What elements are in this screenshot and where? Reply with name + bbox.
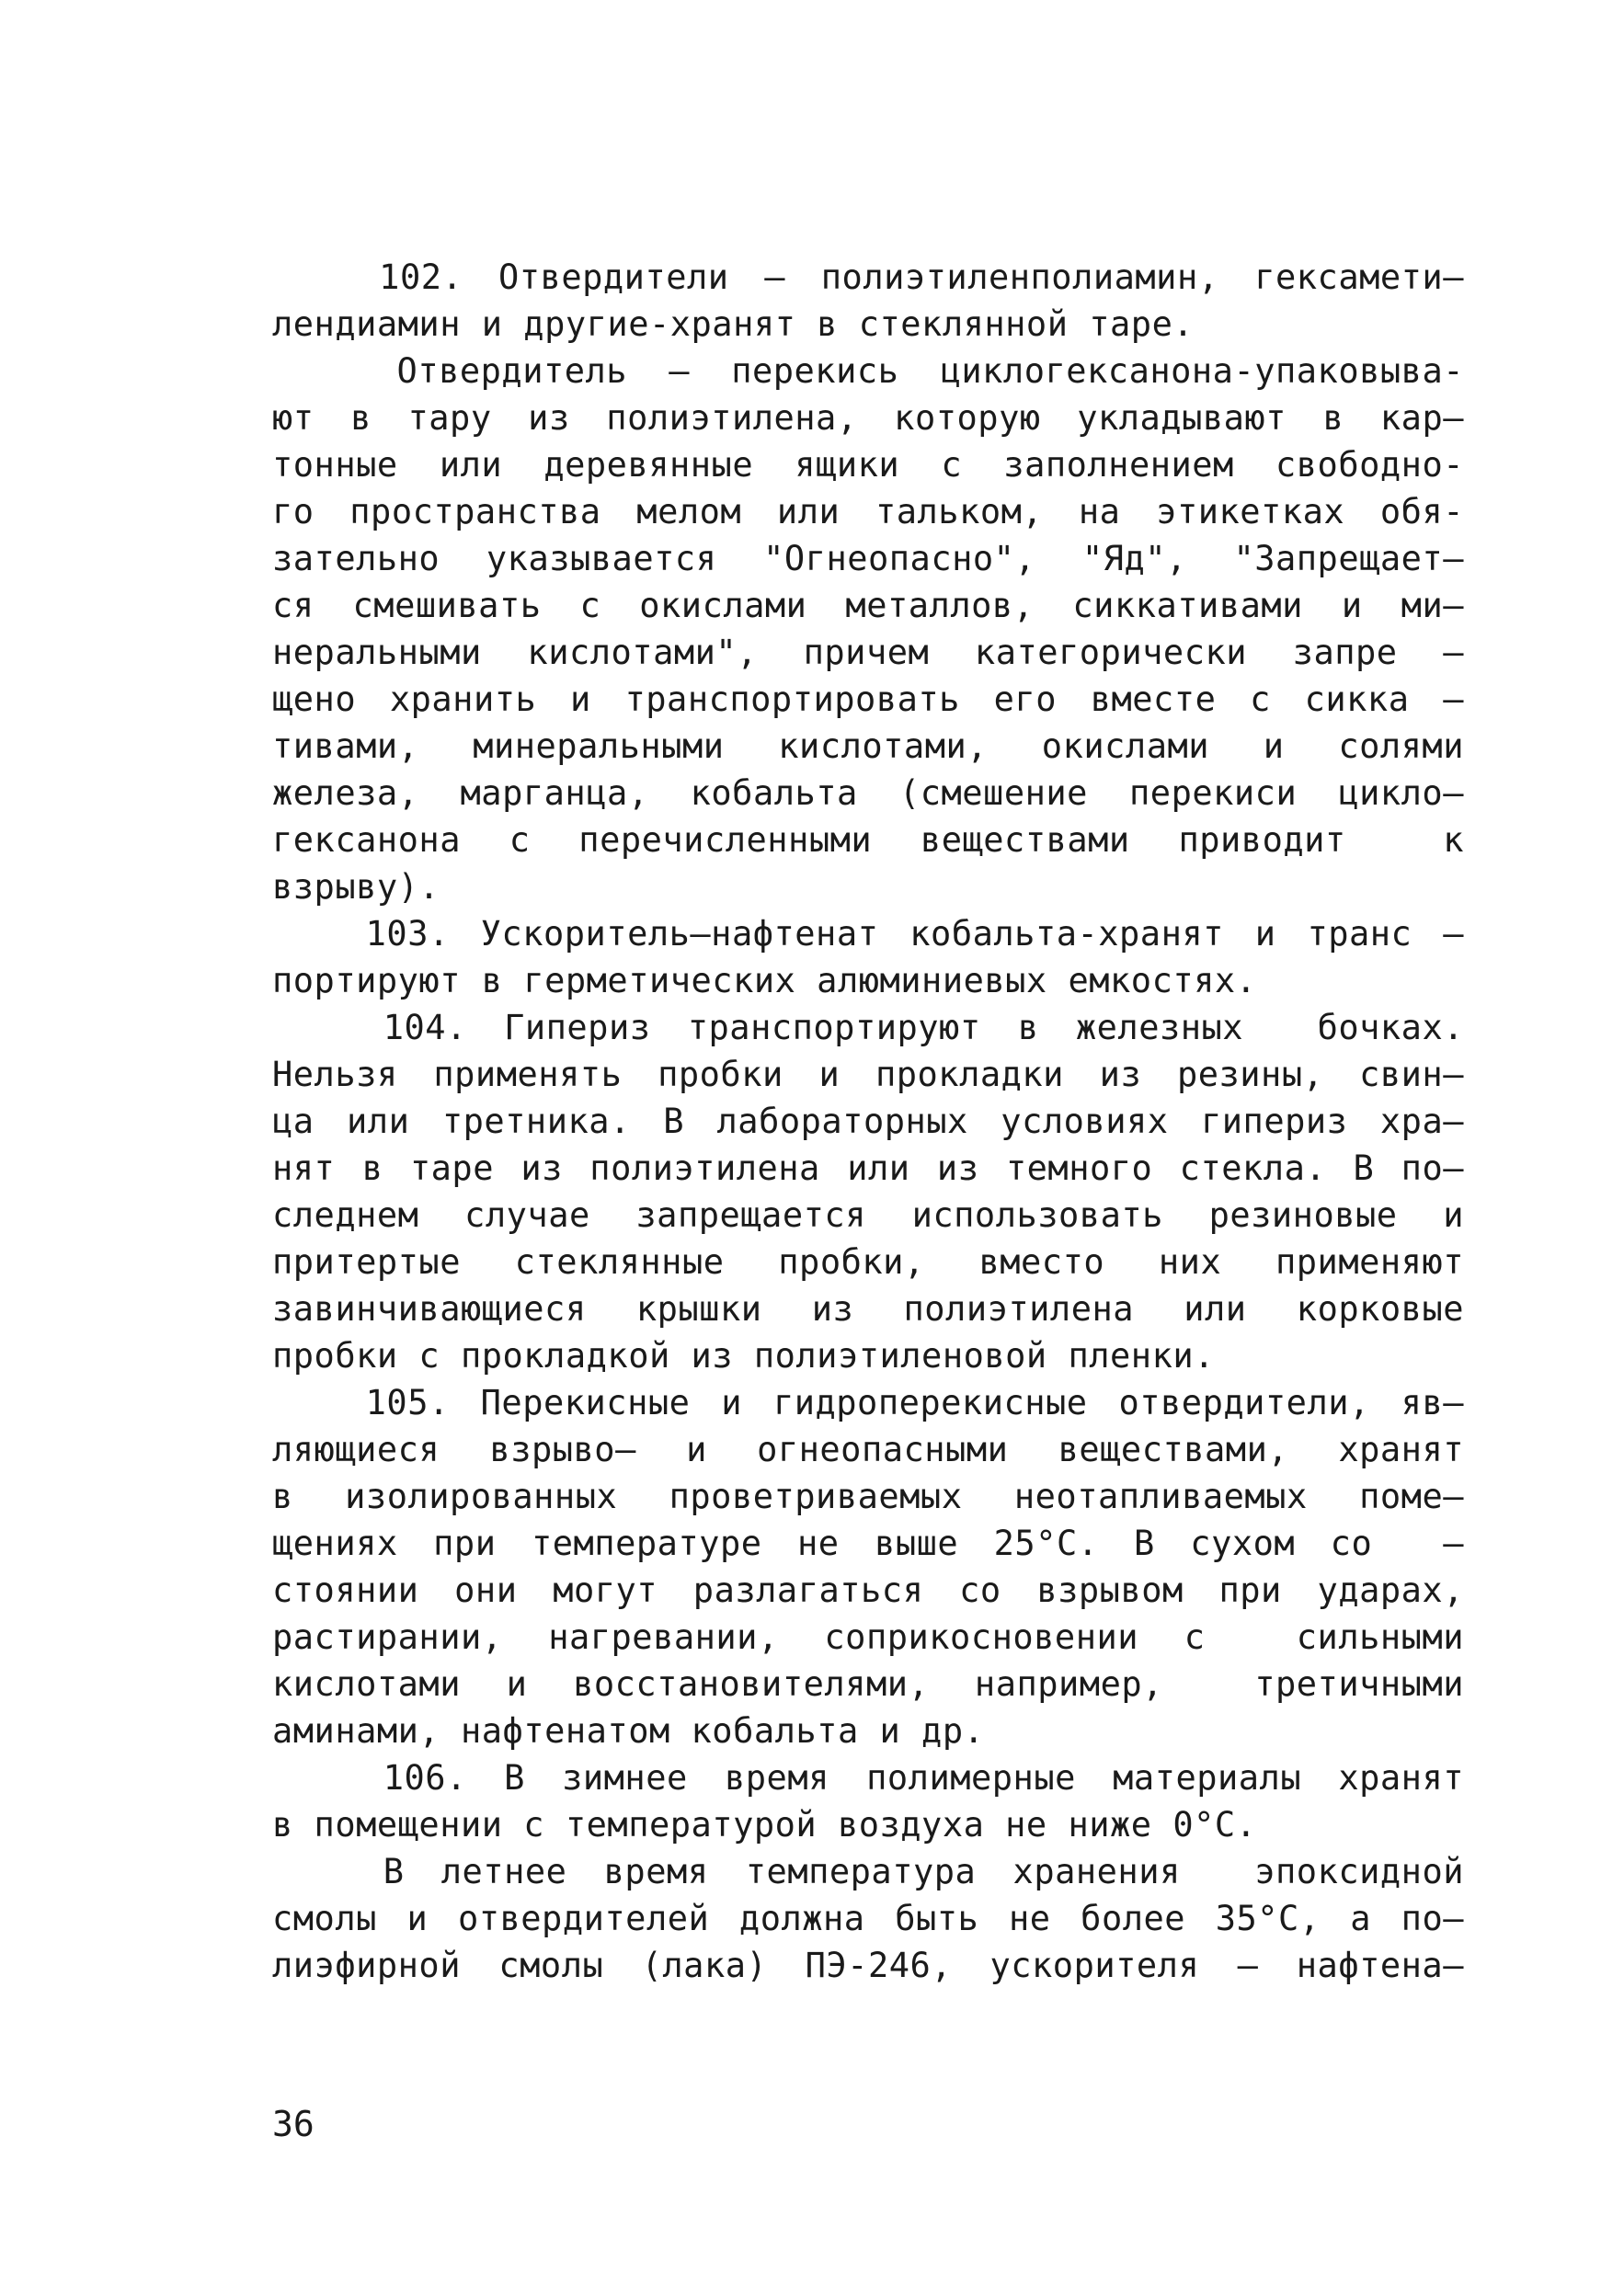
text-line: щено хранить и транспортировать его вместе с сикка –	[272, 680, 1464, 719]
text-line: завинчивающиеся крышки из полиэтилена или корковые	[272, 1289, 1464, 1329]
text-line: ляющиеся взрыво– и огнеопасными веществами, хранят	[272, 1430, 1464, 1469]
text-line: ца или третника. В лабораторных условиях гипериз хра–	[272, 1102, 1464, 1141]
text-line: в изолированных проветриваемых неотапливаемых поме–	[272, 1477, 1464, 1516]
text-line: В летнее время температура хранения эпоксидной	[272, 1852, 1464, 1891]
text-line: следнем случае запрещается использовать резиновые и	[272, 1195, 1464, 1235]
text-line: 106. В зимнее время полимерные материалы хранят	[272, 1758, 1464, 1798]
body-text	[272, 254, 1464, 1989]
text-line: 103. Ускоритель–нафтенат кобальта-хранят и транс –	[272, 914, 1464, 954]
text-line: Отвердитель – перекись циклогексанона-упаковыва-	[272, 351, 1464, 391]
text-line: ют в тару из полиэтилена, которую укладывают в кар–	[272, 398, 1464, 438]
text-line: тивами, минеральными кислотами, окислами и солями	[272, 726, 1464, 766]
text-line: взрыву).	[272, 867, 440, 907]
text-line: растирании, нагревании, соприкосновении с сильными	[272, 1617, 1464, 1657]
text-line: аминами, нафтенатом кобальта и др.	[272, 1711, 985, 1751]
text-line: неральными кислотами", причем категорически запре –	[272, 633, 1464, 672]
text-line: тонные или деревянные ящики с заполнением свободно-	[272, 445, 1464, 485]
text-line: ся смешивать с окислами металлов, сиккативами и ми–	[272, 586, 1464, 625]
text-line: притертые стеклянные пробки, вместо них применяют	[272, 1242, 1464, 1282]
text-line: гексанона с перечисленными веществами приводит к	[272, 820, 1464, 860]
text-line: пробки с прокладкой из полиэтиленовой пленки.	[272, 1336, 1215, 1376]
text-line: Нельзя применять пробки и прокладки из резины, свин–	[272, 1055, 1464, 1094]
text-line: железа, марганца, кобальта (смешение перекиси цикло–	[272, 773, 1464, 813]
text-line: 105. Перекисные и гидроперекисные отвердители, яв–	[272, 1383, 1464, 1422]
text-line: щениях при температуре не выше 25°С. В сухом со –	[272, 1524, 1464, 1563]
text-line: кислотами и восстановителями, например, третичными	[272, 1664, 1464, 1704]
text-line: нят в таре из полиэтилена или из темного стекла. В по–	[272, 1148, 1464, 1188]
page-number: 36	[272, 2104, 315, 2144]
text-line: лиэфирной смолы (лака) ПЭ-246, ускорителя – нафтена–	[272, 1946, 1464, 1985]
text-line: смолы и отвердителей должна быть не более 35°С, а по–	[272, 1899, 1464, 1938]
text-line: портируют в герметических алюминиевых емкостях.	[272, 961, 1257, 1000]
text-line: стоянии они могут разлагаться со взрывом при ударах,	[272, 1571, 1464, 1610]
text-line: 102. Отвердители – полиэтиленполиамин, гексамети–	[272, 257, 1464, 297]
text-line: лендиамин и другие-хранят в стеклянной таре.	[272, 304, 1195, 344]
text-line: го пространства мелом или тальком, на этикетках обя-	[272, 492, 1464, 531]
text-line: в помещении с температурой воздуха не ниже 0°С.	[272, 1805, 1257, 1845]
text-line: зательно указывается "Огнеопасно", "Яд", "Запрещает–	[272, 539, 1464, 578]
text-line: 104. Гипериз транспортируют в железных бочках.	[272, 1008, 1464, 1047]
